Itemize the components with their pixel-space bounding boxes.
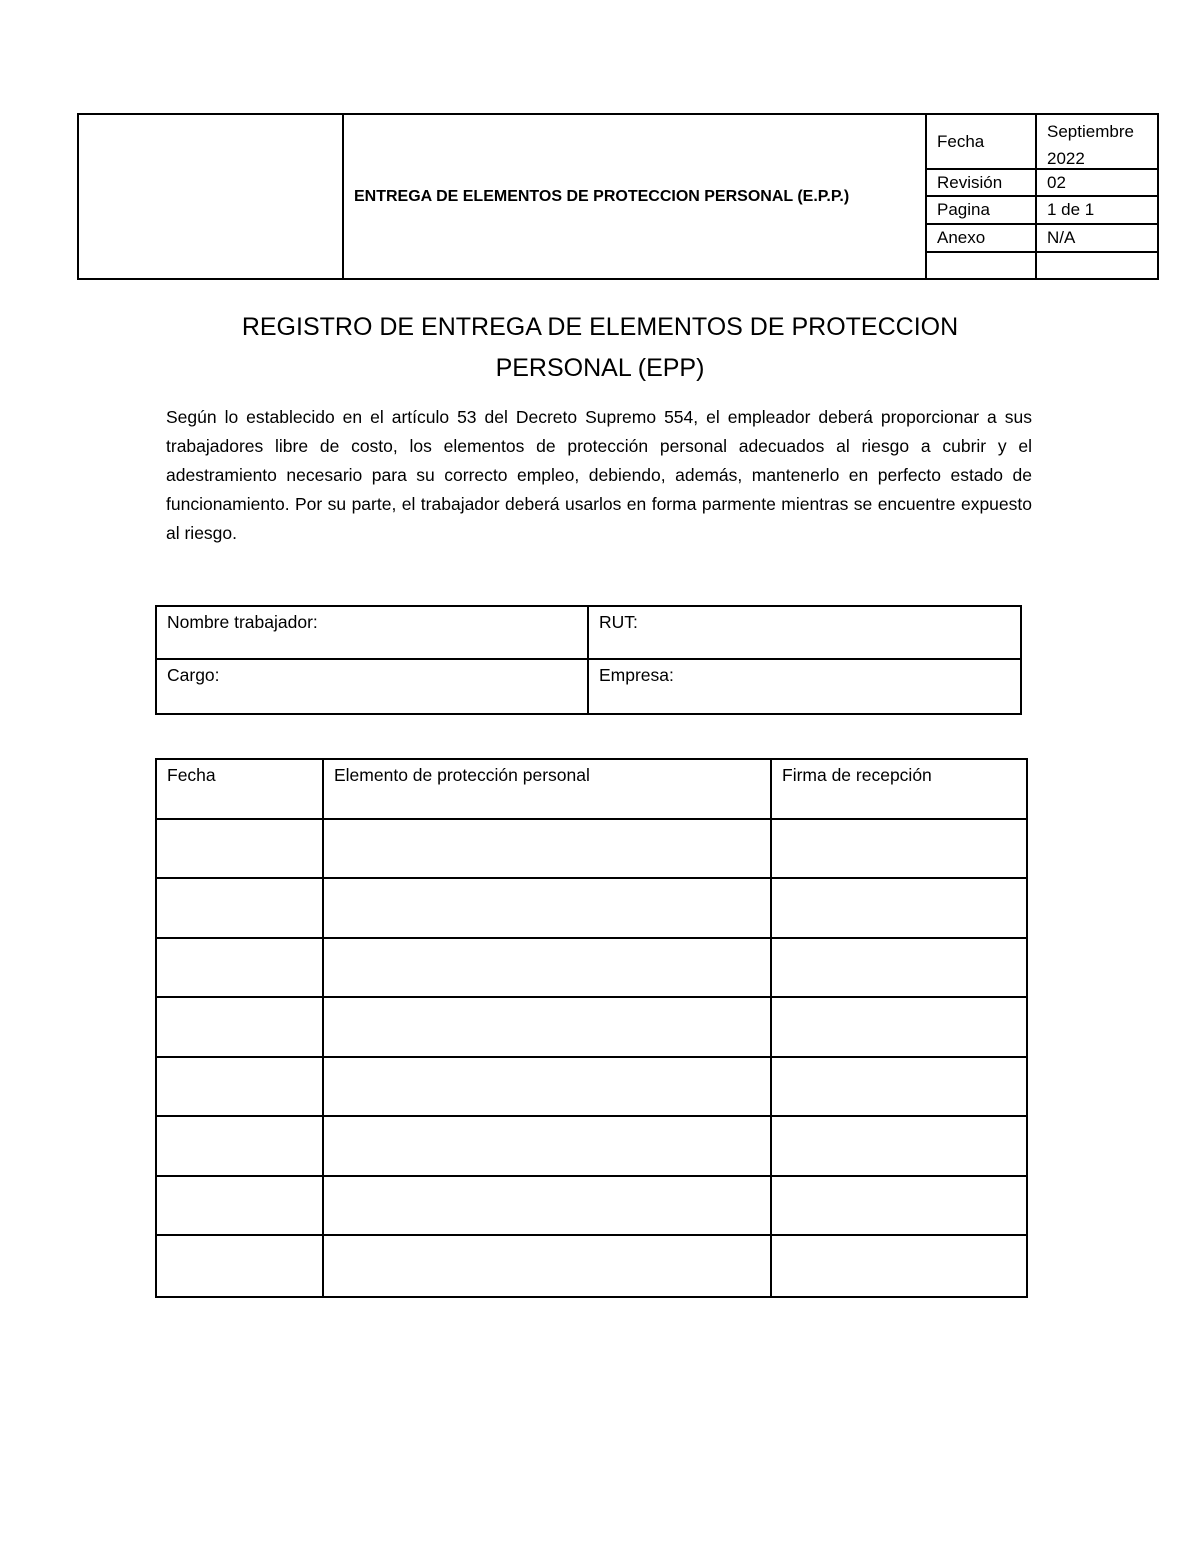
fecha-cell[interactable]: [157, 939, 324, 997]
firma-cell[interactable]: [772, 820, 1026, 878]
firma-cell[interactable]: [772, 1117, 1026, 1175]
worker-info-table: [155, 605, 1022, 715]
firma-cell[interactable]: [772, 939, 1026, 997]
fecha-cell[interactable]: [157, 1236, 324, 1296]
elemento-cell[interactable]: [324, 1236, 772, 1296]
meta-value-anexo: N/A: [1047, 228, 1076, 247]
column-header-elemento: Elemento de protección personal: [324, 760, 772, 818]
elemento-cell[interactable]: [324, 1117, 772, 1175]
meta-label-fecha: Fecha: [927, 115, 1037, 168]
fecha-cell[interactable]: [157, 1058, 324, 1116]
meta-label-anexo: Anexo: [927, 225, 1037, 251]
header-meta: [927, 115, 1157, 278]
fecha-cell[interactable]: [157, 1117, 324, 1175]
column-header-fecha: Fecha: [157, 760, 324, 818]
fecha-cell[interactable]: [157, 820, 324, 878]
meta-row-revision: [927, 170, 1157, 197]
fecha-cell[interactable]: [157, 879, 324, 937]
table-row: [157, 939, 1026, 999]
elemento-cell[interactable]: [324, 1177, 772, 1235]
elemento-cell[interactable]: [324, 820, 772, 878]
column-header-firma: Firma de recepción: [782, 765, 932, 785]
meta-row-empty: [927, 253, 1157, 278]
epp-delivery-table: [155, 758, 1028, 1298]
table-row: [157, 820, 1026, 880]
table-row: [157, 998, 1026, 1058]
document-title-line-1: REGISTRO DE ENTREGA DE ELEMENTOS DE PROTECCION: [241, 313, 959, 341]
fecha-cell[interactable]: [157, 998, 324, 1056]
firma-cell[interactable]: [772, 879, 1026, 937]
meta-label-empty: [927, 253, 1037, 278]
table-row: [157, 1236, 1026, 1296]
meta-value-pagina: 1 de 1: [1047, 200, 1095, 219]
meta-value-empty: [1037, 253, 1157, 278]
rut-field[interactable]: RUT:: [589, 607, 1020, 660]
meta-row-fecha: [927, 115, 1157, 170]
legal-paragraph: Según lo establecido en el artículo 53 del Decreto Supremo 554, el empleador deberá proporcionar a sus trabajadores libre de costo, los elementos de protección personal adecuados al riesgo a cubrir y el adestramiento necesario para su correcto empleo, debiendo, además, mantenerlo en perfecto estado de funcionamiento. Por su parte, el trabajador deberá usarlos en forma parmente mientras se encuentre expuesto al riesgo.: [166, 407, 1032, 543]
firma-cell[interactable]: [772, 1058, 1026, 1116]
elemento-cell[interactable]: [324, 998, 772, 1056]
table-row: [157, 1058, 1026, 1118]
elemento-cell[interactable]: [324, 1058, 772, 1116]
empresa-field[interactable]: Empresa:: [599, 665, 674, 685]
meta-value-revision: 02: [1047, 172, 1066, 192]
meta-value-fecha: Septiembre 2022: [1047, 122, 1134, 168]
firma-cell[interactable]: [772, 1236, 1026, 1296]
firma-cell[interactable]: [772, 1177, 1026, 1235]
meta-label-pagina: Pagina: [927, 197, 1037, 223]
table-row: [157, 1117, 1026, 1177]
elemento-cell[interactable]: [324, 879, 772, 937]
fecha-cell[interactable]: [157, 1177, 324, 1235]
meta-label-revision: Revisión: [927, 170, 1037, 195]
meta-row-anexo: [927, 225, 1157, 253]
table-header-row: [157, 760, 1026, 820]
meta-row-pagina: [927, 197, 1157, 225]
table-row: [157, 1177, 1026, 1237]
elemento-cell[interactable]: [324, 939, 772, 997]
cargo-field[interactable]: Cargo:: [157, 660, 589, 713]
firma-cell[interactable]: [772, 998, 1026, 1056]
document-header-table: [77, 113, 1159, 280]
table-row: [157, 879, 1026, 939]
nombre-trabajador-field[interactable]: Nombre trabajador:: [157, 607, 589, 660]
logo-cell: [79, 115, 344, 278]
document-title: [150, 307, 1050, 389]
document-title-line-2: PERSONAL (EPP): [495, 354, 705, 382]
header-title: ENTREGA DE ELEMENTOS DE PROTECCION PERSONAL (E.P.P.): [344, 115, 927, 278]
